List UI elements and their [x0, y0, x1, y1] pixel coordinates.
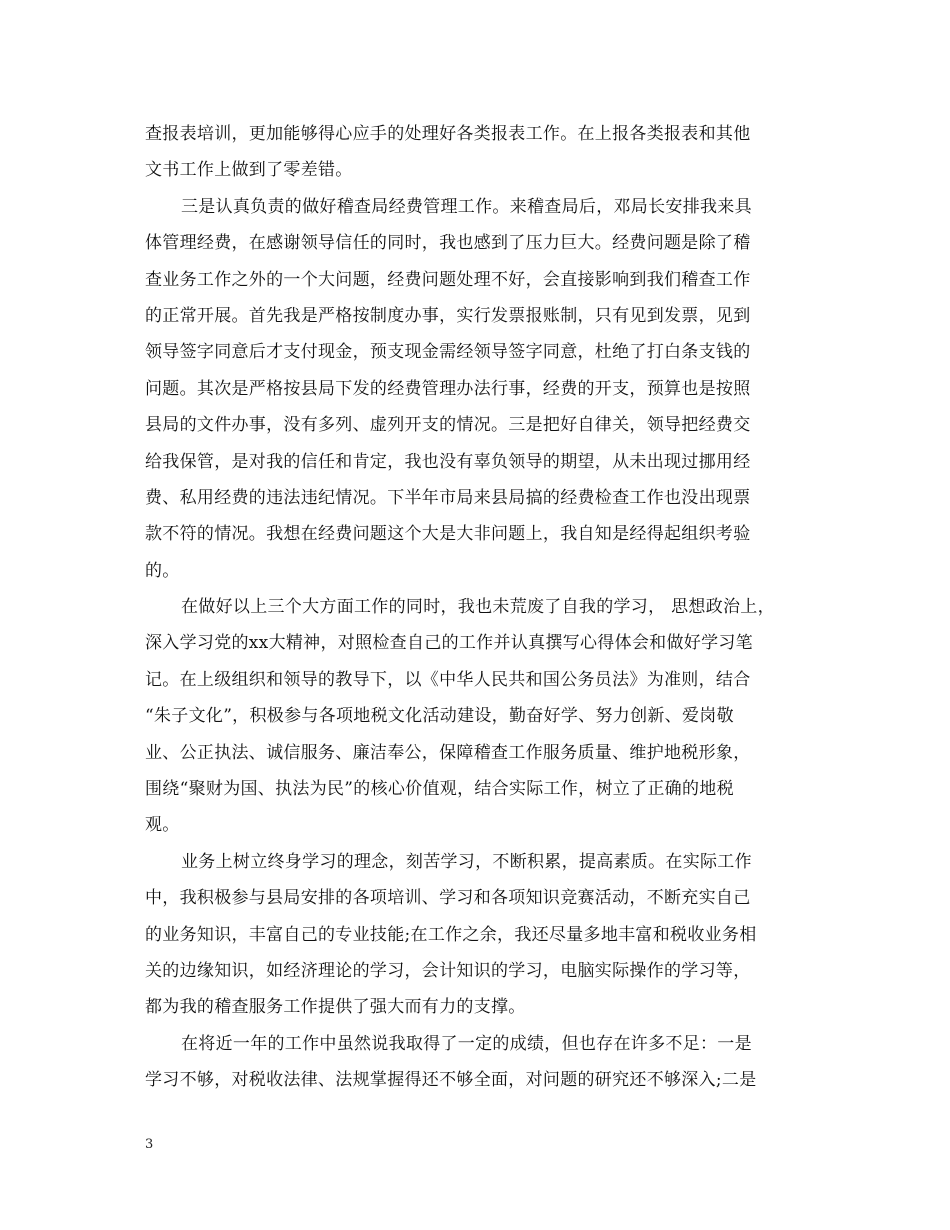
- text-line: 费、私用经费的违法违纪情况。下半年市局来县局搞的经费检查工作也没出现票: [145, 487, 751, 508]
- text-line: 学习不够，对税收法律、法规掌握得还不够全面，对问题的研究还不够深入;二是: [145, 1070, 757, 1091]
- text-line: 款不符的情况。我想在经费问题这个大是大非问题上，我自知是经得起组织考验: [145, 524, 751, 545]
- paragraph-start-line: 在将近一年的工作中虽然说我取得了一定的成绩，但也存在许多不足：一是: [181, 1033, 752, 1054]
- paragraph-start-line: 三是认真负责的做好稽查局经费管理工作。来稽查局后，邓局长安排我来具: [181, 196, 752, 217]
- text-line: 观。: [145, 815, 180, 836]
- text-line: 中，我积极参与县局安排的各项培训、学习和各项知识竞赛活动，不断充实自己: [145, 888, 751, 909]
- text-line: 的。: [145, 560, 180, 581]
- text-line: 领导签字同意后才支付现金，预支现金需经领导签字同意，杜绝了打白条支钱的: [145, 342, 751, 363]
- page-number: 3: [145, 1137, 154, 1152]
- text-line: 查业务工作之外的一个大问题，经费问题处理不好，会直接影响到我们稽查工作: [145, 269, 751, 290]
- text-line: 文书工作上做到了零差错。: [145, 160, 353, 181]
- text-line: 关的边缘知识，如经济理论的学习，会计知识的学习，电脑实际操作的学习等，: [145, 960, 751, 981]
- text-line: 记。在上级组织和领导的教导下，以《中华人民共和国公务员法》为准则，结合: [145, 669, 751, 690]
- text-line: 查报表培训，更加能够得心应手的处理好各类报表工作。在上报各类报表和其他: [145, 124, 751, 144]
- text-line: 县局的文件办事，没有多列、虚列开支的情况。三是把好自律关，领导把经费交: [145, 415, 751, 436]
- text-line: 深入学习党的xx大精神，对照检查自己的工作并认真撰写心得体会和做好学习笔: [145, 633, 753, 654]
- text-line: 问题。其次是严格按县局下发的经费管理办法行事，经费的开支，预算也是按照: [145, 378, 751, 399]
- text-line: 都为我的稽查服务工作提供了强大而有力的支撑。: [145, 997, 526, 1018]
- text-line: “朱子文化”，积极参与各项地税文化活动建设，勤奋好学、努力创新、爱岗敬: [145, 706, 734, 727]
- text-line: 的业务知识，丰富自己的专业技能;在工作之余，我还尽量多地丰富和税收业务相: [145, 924, 757, 945]
- text-line: 给我保管，是对我的信任和肯定，我也没有辜负领导的期望，从未出现过挪用经: [145, 451, 751, 472]
- paragraph-start-line: 在做好以上三个大方面工作的同时，我也未荒废了自我的学习， 思想政治上，: [181, 597, 775, 618]
- text-line: 的正常开展。首先我是严格按制度办事，实行发票报账制，只有见到发票，见到: [145, 305, 751, 326]
- body-text: [145, 116, 805, 1099]
- text-line: 业、公正执法、诚信服务、廉洁奉公，保障稽查工作服务质量、维护地税形象，: [145, 742, 751, 763]
- text-line: 围绕“聚财为国、执法为民”的核心价值观，结合实际工作，树立了正确的地税: [145, 779, 734, 800]
- text-line: 体管理经费，在感谢领导信任的同时，我也感到了压力巨大。经费问题是除了稽: [145, 233, 751, 254]
- paragraph-start-line: 业务上树立终身学习的理念，刻苦学习，不断积累，提高素质。在实际工作: [181, 851, 752, 872]
